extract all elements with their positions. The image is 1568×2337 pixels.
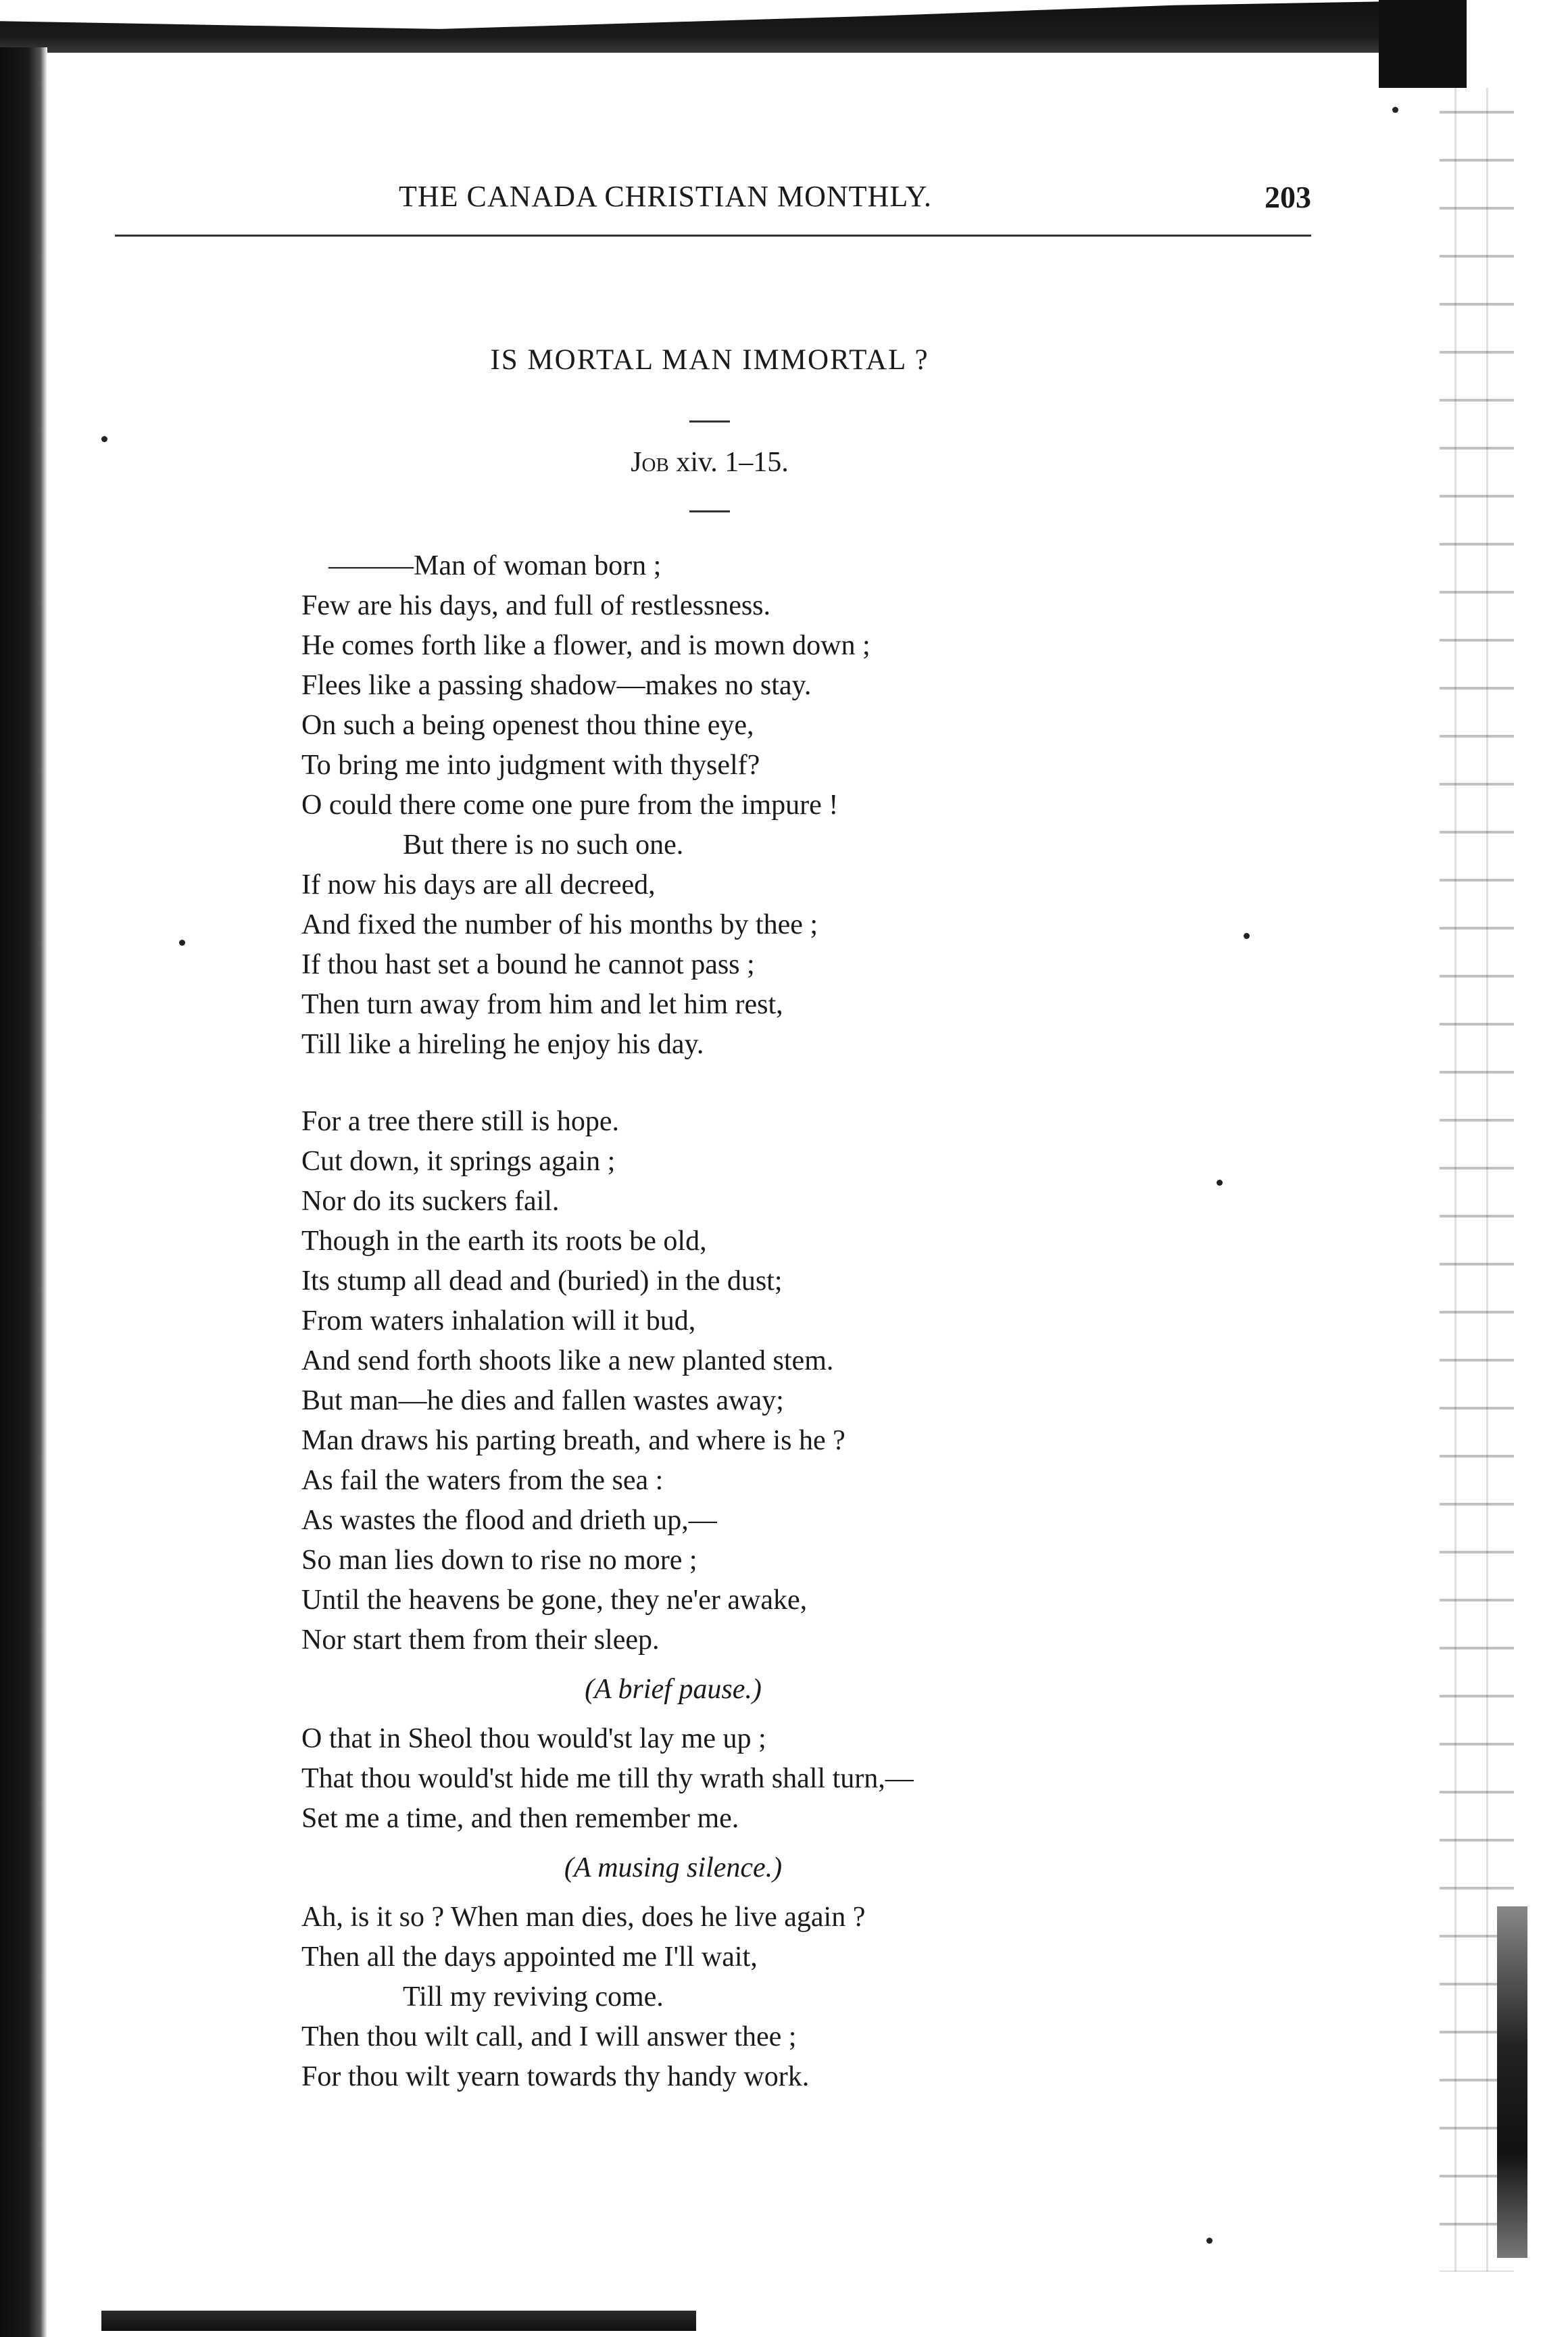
poem-line: O that in Sheol thou would'st lay me up ; [301, 1723, 766, 1754]
poem-line: Till like a hireling he enjoy his day. [301, 1029, 704, 1060]
poem-line: Until the heavens be gone, they ne'er awake, [301, 1585, 808, 1616]
poem-line: Set me a time, and then remember me. [301, 1803, 739, 1834]
poem-title: IS MORTAL MAN IMMORTAL ? [490, 344, 929, 376]
stanza [301, 1898, 1356, 2097]
poem-line: That thou would'st hide me till thy wrath shall turn,— [301, 1763, 914, 1794]
poem-subtitle [0, 446, 1419, 479]
poem-line: O could there come one pure from the impure ! [301, 790, 839, 821]
subtitle-rule [689, 510, 730, 512]
header-rule [115, 235, 1311, 237]
subtitle-reference: xiv. 1–15. [668, 447, 789, 478]
poem-line: Though in the earth its roots be old, [301, 1226, 707, 1257]
print-speck [1392, 107, 1398, 113]
poem-line: Then thou wilt call, and I will answer thee ; [301, 2021, 797, 2052]
stanza-gap [301, 1065, 1356, 1102]
stage-direction: (A musing silence.) [564, 1852, 783, 1883]
poem-line: Flees like a passing shadow—makes no stay. [301, 670, 812, 701]
poem-line: And send forth shoots like a new planted stem. [301, 1345, 834, 1376]
poem-line: ———Man of woman born ; [328, 550, 662, 581]
poem-line: But there is no such one. [403, 829, 684, 861]
page-number: 203 [1265, 180, 1311, 214]
poem-line: Then turn away from him and let him rest, [301, 989, 783, 1020]
poem-line: Man draws his parting breath, and where is he ? [301, 1425, 846, 1456]
poem-line: Nor do its suckers fail. [301, 1186, 560, 1217]
poem-line: Till my reviving come. [403, 1981, 664, 2013]
poem-line: For thou wilt yearn towards thy handy work. [301, 2061, 810, 2092]
scan-edge-corner [1379, 0, 1467, 88]
poem-line: To bring me into judgment with thyself? [301, 750, 760, 781]
print-speck [1206, 2238, 1212, 2244]
poem-line: As wastes the flood and drieth up,— [301, 1505, 717, 1536]
scan-edge-left [0, 47, 47, 2337]
poem-line: From waters inhalation will it bud, [301, 1305, 696, 1336]
poem-line: If thou hast set a bound he cannot pass ; [301, 949, 755, 980]
poem-line: Few are his days, and full of restlessness. [301, 590, 771, 621]
poem-line: For a tree there still is hope. [301, 1106, 620, 1137]
journal-title: THE CANADA CHRISTIAN MONTHLY. [399, 180, 932, 213]
scan-edge-right-shadow [1497, 1906, 1527, 2258]
print-speck [179, 940, 185, 946]
running-head [115, 179, 1311, 240]
poem-line: As fail the waters from the sea : [301, 1465, 664, 1496]
stanza [301, 546, 1356, 1065]
poem-line: Ah, is it so ? When man dies, does he live again ? [301, 1902, 866, 1933]
scan-edge-bottom [101, 2311, 696, 2331]
print-speck [101, 436, 107, 442]
poem-line: Then all the days appointed me I'll wait, [301, 1942, 758, 1973]
stanza [301, 1102, 1356, 1660]
poem-body [301, 546, 1356, 2097]
stage-direction: (A brief pause.) [585, 1674, 762, 1705]
poem-line: And fixed the number of his months by thee ; [301, 909, 818, 940]
title-rule [689, 420, 730, 423]
poem-line: But man—he dies and fallen wastes away; [301, 1385, 784, 1416]
poem-line: Cut down, it springs again ; [301, 1146, 616, 1177]
poem-line: So man lies down to rise no more ; [301, 1545, 697, 1576]
poem-line: Its stump all dead and (buried) in the dust; [301, 1266, 783, 1297]
stanza [301, 1719, 1356, 1839]
poem-line: If now his days are all decreed, [301, 869, 656, 900]
subtitle-book: Job [631, 447, 669, 478]
poem-line: He comes forth like a flower, and is mown down ; [301, 630, 871, 661]
scan-edge-top [0, 0, 1467, 53]
poem-line: On such a being openest thou thine eye, [301, 710, 754, 741]
poem-line: Nor start them from their sleep. [301, 1624, 660, 1656]
